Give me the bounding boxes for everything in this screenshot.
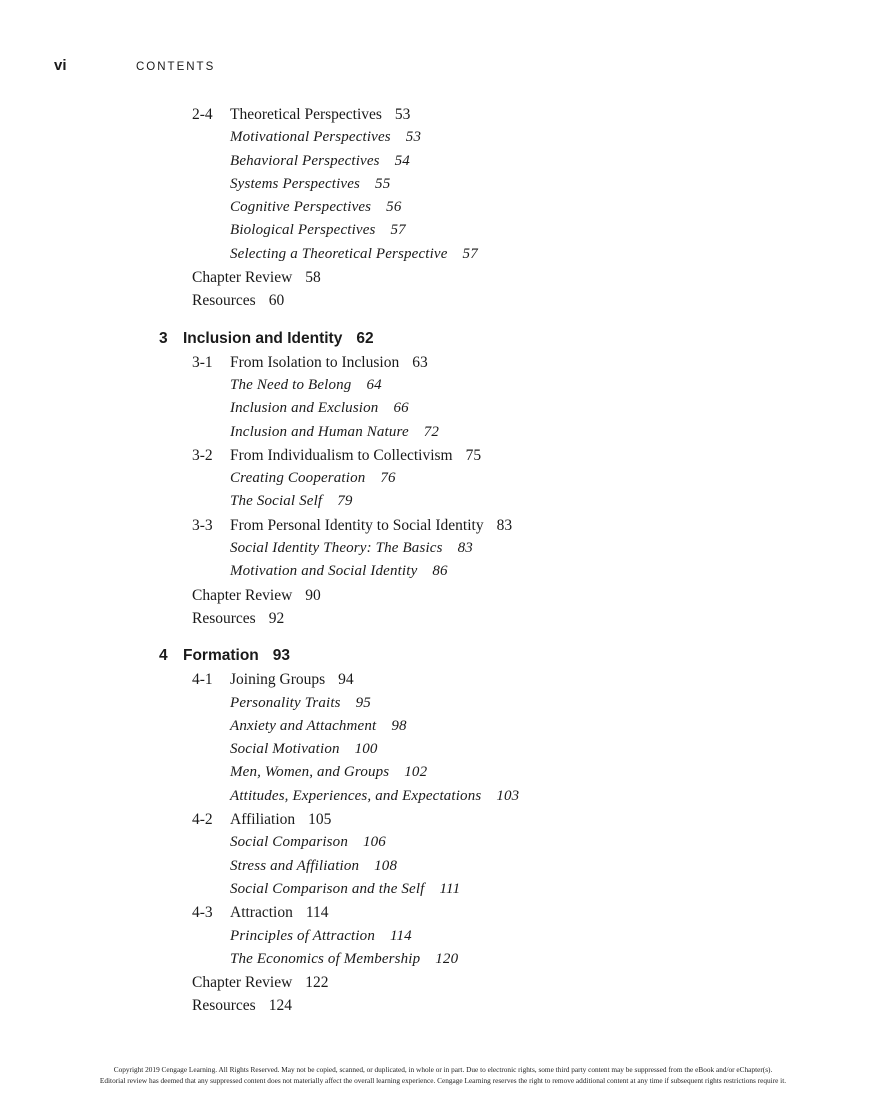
toc-subsection[interactable] xyxy=(159,878,759,901)
subsection-title: Creating Cooperation xyxy=(230,470,366,487)
subsection-title: Social Comparison and the Self xyxy=(230,880,425,897)
chapter-page: 62 xyxy=(356,329,374,347)
section-number: 4-1 xyxy=(192,671,213,689)
toc-resources[interactable] xyxy=(159,607,759,630)
section-title: From Personal Identity to Social Identity xyxy=(230,516,484,534)
section-page: 63 xyxy=(412,353,428,371)
section-number: 3-1 xyxy=(192,353,213,371)
subsection-page: 76 xyxy=(380,470,396,487)
toc-section[interactable] xyxy=(159,808,759,831)
end-item-page: 122 xyxy=(305,974,329,992)
subsection-page: 72 xyxy=(423,423,440,440)
toc-subsection[interactable] xyxy=(159,537,759,560)
end-item-page: 60 xyxy=(268,292,285,310)
toc-chapter-review[interactable] xyxy=(159,266,759,289)
toc-section[interactable] xyxy=(159,444,759,467)
subsection-page: 55 xyxy=(375,175,391,192)
section-number: 2-4 xyxy=(192,106,213,123)
section-title: Attraction xyxy=(230,904,293,922)
subsection-title: Selecting a Theoretical Perspective xyxy=(230,245,448,262)
section-page: 83 xyxy=(496,516,513,534)
subsection-page: 106 xyxy=(362,834,386,851)
toc-subsection[interactable] xyxy=(159,855,759,878)
subsection-page: 95 xyxy=(355,694,371,711)
subsection-page: 111 xyxy=(439,880,461,897)
subsection-title: Social Identity Theory: The Basics xyxy=(230,540,443,557)
section-title: Theoretical Perspectives xyxy=(230,106,382,123)
section-number: 4-2 xyxy=(192,811,213,829)
toc-subsection[interactable] xyxy=(159,467,759,490)
subsection-page: 64 xyxy=(366,376,382,393)
subsection-page: 98 xyxy=(391,717,407,734)
end-item-title: Chapter Review xyxy=(192,269,293,287)
table-of-contents xyxy=(159,103,759,1018)
subsection-title: The Need to Belong xyxy=(230,376,352,393)
end-item-title: Chapter Review xyxy=(192,586,293,604)
subsection-page: 57 xyxy=(390,222,406,239)
end-item-page: 92 xyxy=(268,609,285,627)
toc-subsection[interactable] xyxy=(159,150,759,173)
subsection-page: 86 xyxy=(432,563,448,580)
section-number: 3-3 xyxy=(192,516,213,534)
section-page: 75 xyxy=(465,446,482,464)
subsection-title: Cognitive Perspectives xyxy=(230,199,372,216)
toc-subsection[interactable] xyxy=(159,785,759,808)
toc-subsection[interactable] xyxy=(159,374,759,397)
section-page: 94 xyxy=(338,671,354,689)
section-title: From Isolation to Inclusion xyxy=(230,353,400,371)
section-page: 105 xyxy=(308,811,332,829)
toc-subsection[interactable] xyxy=(159,421,759,444)
toc-section[interactable] xyxy=(159,514,759,537)
subsection-page: 66 xyxy=(393,400,409,417)
toc-section[interactable] xyxy=(159,668,759,691)
toc-subsection[interactable] xyxy=(159,925,759,948)
subsection-page: 79 xyxy=(337,493,353,510)
subsection-page: 108 xyxy=(374,857,398,874)
toc-subsection[interactable] xyxy=(159,715,759,738)
section-page: 114 xyxy=(305,904,329,922)
subsection-page: 54 xyxy=(394,152,410,169)
subsection-page: 100 xyxy=(354,741,378,758)
end-item-title: Chapter Review xyxy=(192,974,293,992)
page-header xyxy=(54,57,215,77)
subsection-title: Motivational Perspectives xyxy=(230,129,391,146)
toc-resources[interactable] xyxy=(159,994,759,1017)
end-item-page: 58 xyxy=(305,269,321,287)
page-number: vi xyxy=(54,57,67,74)
subsection-title: Systems Perspectives xyxy=(230,175,361,192)
toc-subsection[interactable] xyxy=(159,490,759,513)
section-title: From Individualism to Collectivism xyxy=(230,446,453,464)
subsection-title: Inclusion and Exclusion xyxy=(230,400,379,417)
toc-subsection[interactable] xyxy=(159,831,759,854)
toc-section[interactable] xyxy=(159,103,759,126)
toc-subsection[interactable] xyxy=(159,219,759,242)
subsection-title: Social Motivation xyxy=(230,741,340,758)
toc-chapter[interactable] xyxy=(159,644,759,668)
subsection-title: Men, Women, and Groups xyxy=(230,764,390,781)
running-head: CONTENTS xyxy=(136,61,216,73)
copyright-line: Editorial review has deemed that any suppressed content does not materially affect the overall learning experience. Cengage Learning reserves the right to remove additional content at any time if subsequent rights restrictions require it. xyxy=(99,1076,787,1085)
toc-chapter-review[interactable] xyxy=(159,584,759,607)
chapter-number: 3 xyxy=(159,329,168,347)
toc-subsection[interactable] xyxy=(159,397,759,420)
end-item-page: 90 xyxy=(305,586,321,604)
toc-subsection[interactable] xyxy=(159,196,759,219)
copyright-footer xyxy=(0,1064,886,1086)
subsection-page: 56 xyxy=(386,199,402,216)
toc-chapter-review[interactable] xyxy=(159,971,759,994)
section-number: 3-2 xyxy=(192,446,213,464)
subsection-title: Behavioral Perspectives xyxy=(230,152,380,169)
subsection-title: Personality Traits xyxy=(230,694,341,711)
chapter-number: 4 xyxy=(159,647,168,665)
subsection-title: Biological Perspectives xyxy=(230,222,376,239)
subsection-title: The Economics of Membership xyxy=(230,950,421,967)
subsection-title: Attitudes, Experiences, and Expectations xyxy=(230,787,482,804)
end-item-page: 124 xyxy=(268,997,292,1015)
subsection-title: The Social Self xyxy=(230,493,323,510)
chapter-page: 93 xyxy=(272,647,291,665)
end-item-title: Resources xyxy=(192,609,256,627)
subsection-page: 53 xyxy=(405,129,422,146)
subsection-page: 114 xyxy=(389,927,412,944)
subsection-title: Inclusion and Human Nature xyxy=(230,423,409,440)
toc-subsection[interactable] xyxy=(159,948,759,971)
end-item-title: Resources xyxy=(192,292,256,310)
subsection-title: Anxiety and Attachment xyxy=(230,717,377,734)
toc-subsection[interactable] xyxy=(159,738,759,761)
subsection-page: 120 xyxy=(435,950,459,967)
subsection-page: 103 xyxy=(496,787,520,804)
subsection-title: Stress and Affiliation xyxy=(230,857,360,874)
chapter-title: Formation xyxy=(183,647,259,665)
section-number: 4-3 xyxy=(192,904,213,922)
toc-section[interactable] xyxy=(159,901,759,924)
section-title: Joining Groups xyxy=(230,671,326,689)
toc-subsection[interactable] xyxy=(159,126,759,149)
toc-subsection[interactable] xyxy=(159,243,759,266)
subsection-page: 57 xyxy=(462,245,478,262)
subsection-page: 102 xyxy=(404,764,428,781)
chapter-title: Inclusion and Identity xyxy=(183,329,343,347)
toc-section[interactable] xyxy=(159,351,759,374)
subsection-title: Social Comparison xyxy=(230,834,348,851)
copyright-line: Copyright 2019 Cengage Learning. All Rights Reserved. May not be copied, scanned, or duplicated, in whole or in part. Due to electronic rights, some third party content may be suppressed from the eBook and/or eChapter(s). xyxy=(113,1065,773,1074)
toc-chapter[interactable] xyxy=(159,327,759,351)
toc-subsection[interactable] xyxy=(159,692,759,715)
toc-resources[interactable] xyxy=(159,289,759,312)
subsection-page: 83 xyxy=(457,540,473,557)
section-page: 53 xyxy=(394,106,411,123)
toc-subsection[interactable] xyxy=(159,173,759,196)
toc-subsection[interactable] xyxy=(159,560,759,583)
toc-subsection[interactable] xyxy=(159,761,759,784)
section-title: Affiliation xyxy=(230,811,296,829)
end-item-title: Resources xyxy=(192,997,256,1015)
subsection-title: Motivation and Social Identity xyxy=(230,563,418,580)
subsection-title: Principles of Attraction xyxy=(230,927,375,944)
